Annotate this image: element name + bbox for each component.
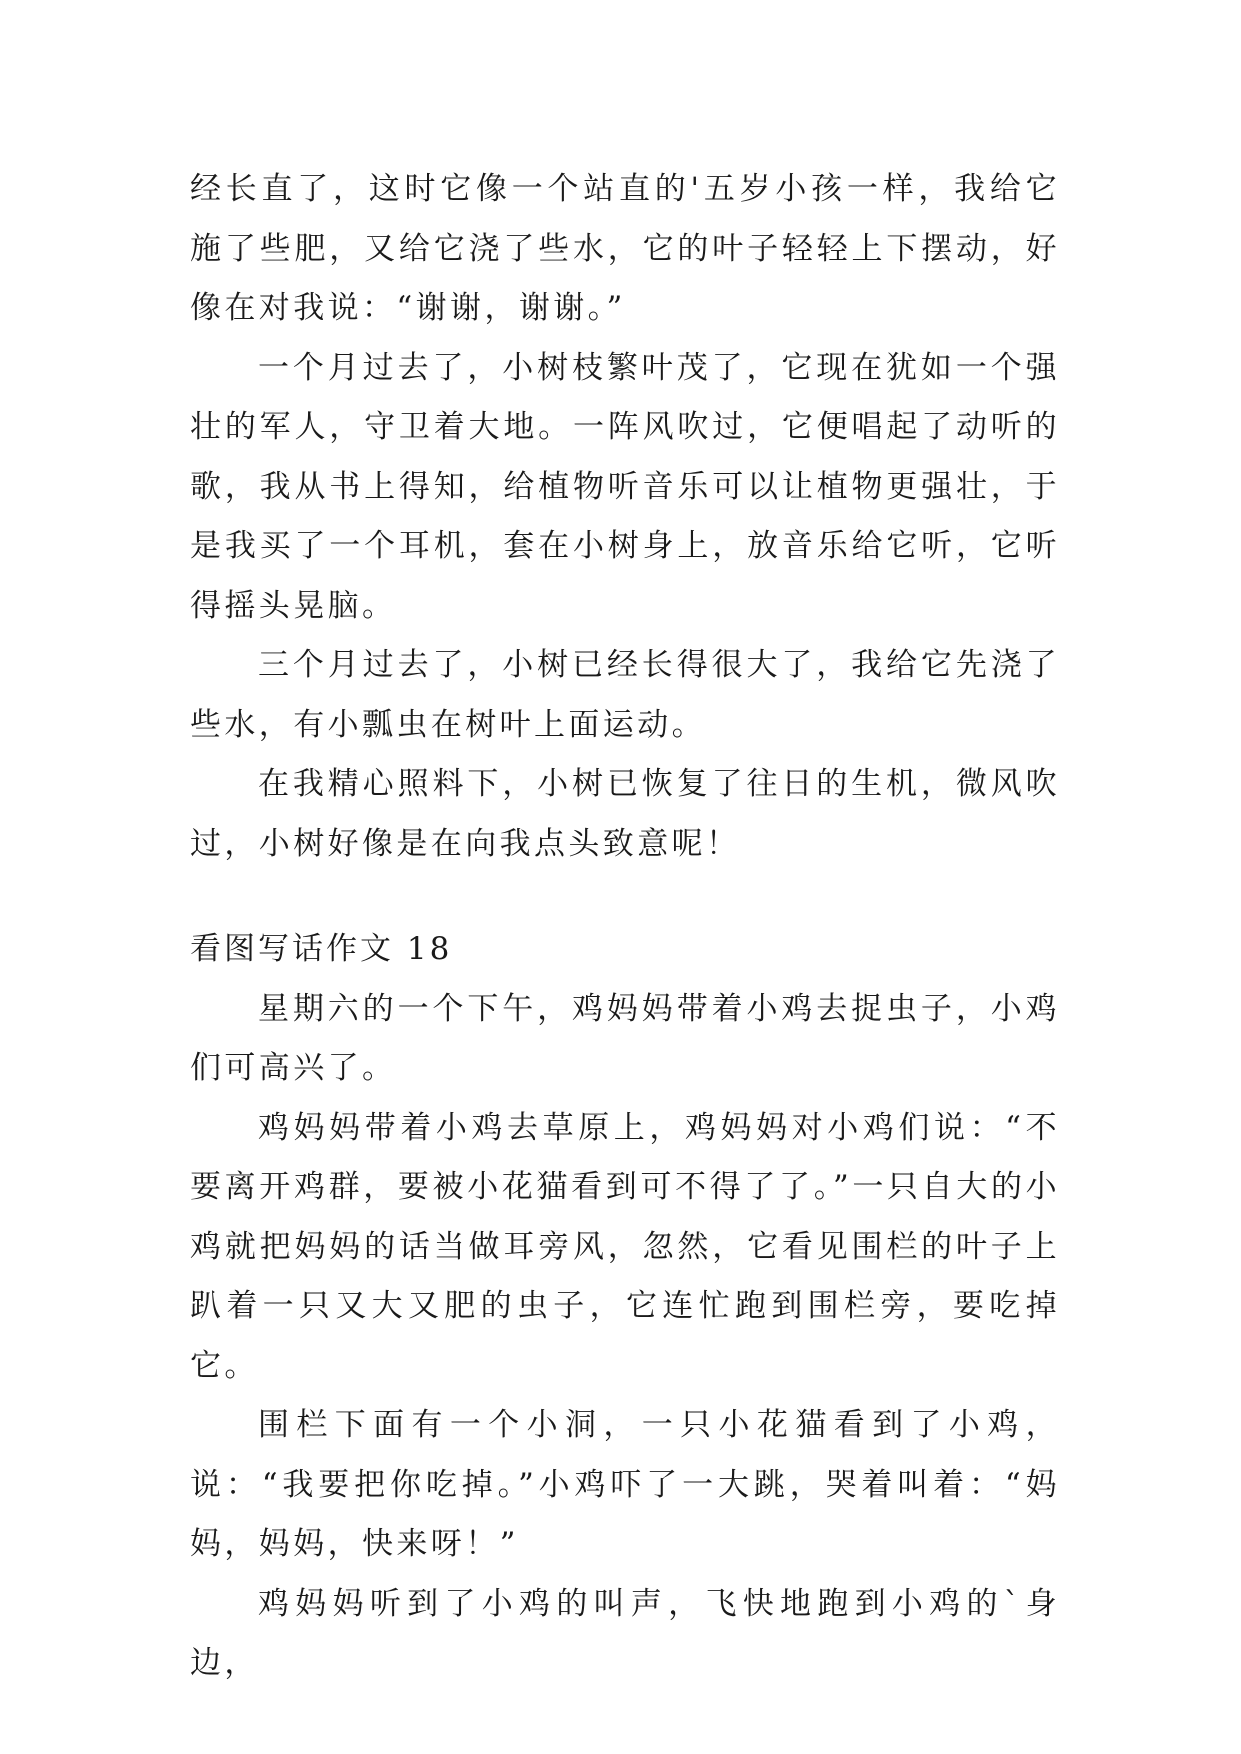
paragraph: 鸡妈妈带着小鸡去草原上，鸡妈妈对小鸡们说：“不要离开鸡群，要被小花猫看到可不得了了。”一只自大的小鸡就把妈妈的话当做耳旁风，忽然，它看见围栏的叶子上趴着一只又大又肥的虫子，它连忙跑到围栏旁，要吃掉它。	[190, 1109, 1060, 1384]
essay-18	[190, 920, 1060, 1694]
essay-continuation	[190, 160, 1060, 874]
paragraph: 星期六的一个下午，鸡妈妈带着小鸡去捉虫子，小鸡们可高兴了。	[190, 990, 1060, 1086]
paragraph: 鸡妈妈听到了小鸡的叫声，飞快地跑到小鸡的`身边，	[190, 1585, 1060, 1681]
paragraph: 三个月过去了，小树已经长得很大了，我给它先浇了些水，有小瓢虫在树叶上面运动。	[190, 647, 1060, 743]
essay-heading: 看图写话作文 18	[190, 931, 453, 967]
paragraph: 一个月过去了，小树枝繁叶茂了，它现在犹如一个强壮的军人，守卫着大地。一阵风吹过，它便唱起了动听的歌，我从书上得知，给植物听音乐可以让植物更强壮，于是我买了一个耳机，套在小树身上，放音乐给它听，它听得摇头晃脑。	[190, 349, 1060, 624]
paragraph: 经长直了，这时它像一个站直的'五岁小孩一样，我给它施了些肥，又给它浇了些水，它的叶子轻轻上下摆动，好像在对我说：“谢谢，谢谢。”	[190, 171, 1060, 326]
paragraph: 在我精心照料下，小树已恢复了往日的生机，微风吹过，小树好像是在向我点头致意呢！	[190, 766, 1060, 862]
paragraph: 围栏下面有一个小洞，一只小花猫看到了小鸡，说：“我要把你吃掉。”小鸡吓了一大跳，哭着叫着：“妈妈，妈妈，快来呀！”	[190, 1407, 1060, 1562]
